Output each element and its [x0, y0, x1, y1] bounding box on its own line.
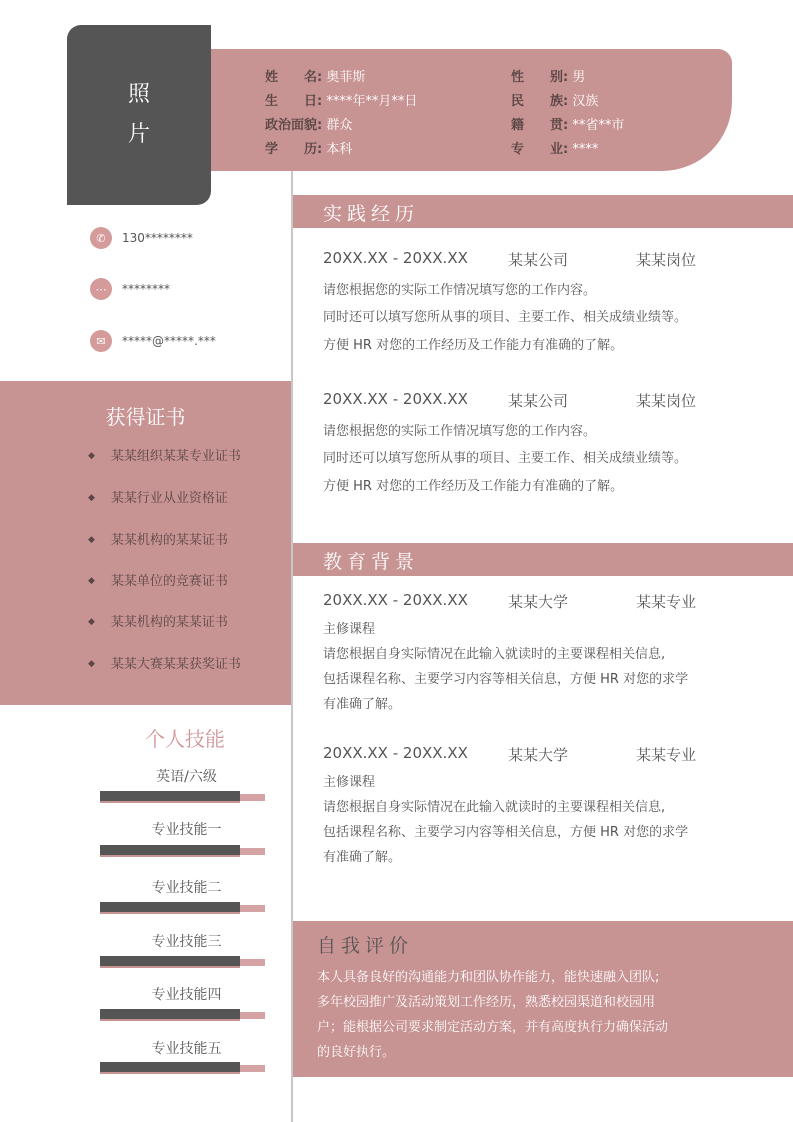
skill-bar-fill — [100, 1009, 240, 1021]
experience-line: 请您根据您的实际工作情况填写您的工作内容。 — [323, 283, 597, 298]
profile-header — [200, 49, 732, 171]
education-line: 包括课程名称、主要学习内容等相关信息，方便 HR 对您的求学 — [323, 825, 689, 840]
self-evaluation-line: 的良好执行。 — [317, 1045, 396, 1060]
skill-label: 专业技能二 — [151, 880, 222, 896]
column-divider — [291, 171, 293, 1122]
phone-text: 130******** — [122, 231, 193, 245]
certificates-panel — [0, 381, 291, 705]
skills-title: 个人技能 — [145, 727, 225, 751]
email-text: *****@*****.*** — [122, 334, 216, 348]
education-entry-header: 20XX.XX - 20XX.XX 某某大学 某某专业 — [323, 744, 697, 764]
skill-bar-fill — [100, 791, 240, 803]
education-section-header — [293, 543, 793, 576]
self-evaluation-title: 自我评价 — [317, 935, 414, 957]
certificate-item: ◆ 某某机构的某某证书 — [88, 615, 228, 630]
skill-bar-fill — [100, 956, 240, 968]
skill-label: 专业技能三 — [151, 934, 222, 950]
education-entry-header: 20XX.XX - 20XX.XX 某某大学 某某专业 — [323, 591, 697, 611]
chat-icon: ⋯ — [90, 278, 112, 300]
experience-title: 实践经历 — [323, 203, 420, 225]
diamond-bullet-icon: ◆ — [88, 451, 95, 461]
skill-bar-fill — [100, 1062, 240, 1074]
education-title: 教育背景 — [323, 551, 420, 573]
photo-label-2: 片 — [127, 122, 150, 147]
self-evaluation-line: 户；能根据公司要求制定活动方案，并有高度执行力确保活动 — [317, 1020, 669, 1035]
diamond-bullet-icon: ◆ — [88, 617, 95, 627]
self-evaluation-line: 多年校园推广及活动策划工作经历，熟悉校园渠道和校园用 — [317, 995, 656, 1010]
experience-line: 同时还可以填写您所从事的项目、主要工作、相关成绩业绩等。 — [323, 310, 688, 325]
experience-line: 请您根据您的实际工作情况填写您的工作内容。 — [323, 424, 597, 439]
skill-label: 专业技能四 — [151, 987, 222, 1003]
contact-phone — [90, 227, 193, 249]
certificate-item: ◆ 某某单位的竞赛证书 — [88, 574, 228, 589]
contact-email — [90, 330, 216, 352]
contact-chat — [90, 278, 170, 300]
profile-politics: 政治面貌: 群众 — [265, 118, 353, 133]
education-line: 包括课程名称、主要学习内容等相关信息，方便 HR 对您的求学 — [323, 672, 689, 687]
diamond-bullet-icon: ◆ — [88, 535, 95, 545]
diamond-bullet-icon: ◆ — [88, 576, 95, 586]
certificate-item: ◆ 某某行业从业资格证 — [88, 491, 228, 506]
diamond-bullet-icon: ◆ — [88, 659, 95, 669]
certificate-item: ◆ 某某机构的某某证书 — [88, 533, 228, 548]
experience-entry-header: 20XX.XX - 20XX.XX 某某公司 某某岗位 — [323, 390, 697, 410]
certificate-item: ◆ 某某大赛某某获奖证书 — [88, 657, 241, 672]
experience-entry-header: 20XX.XX - 20XX.XX 某某公司 某某岗位 — [323, 249, 697, 269]
skill-bar-fill — [100, 902, 240, 914]
certificates-title: 获得证书 — [105, 405, 186, 429]
skill-bar-fill — [100, 845, 240, 857]
experience-line: 同时还可以填写您所从事的项目、主要工作、相关成绩业绩等。 — [323, 451, 688, 466]
phone-icon: ✆ — [90, 227, 112, 249]
profile-major: 专 业: **** — [511, 142, 599, 157]
certificate-item: ◆ 某某组织某某专业证书 — [88, 449, 241, 464]
profile-origin: 籍 贯: **省**市 — [511, 118, 625, 133]
mail-icon: ✉ — [90, 330, 112, 352]
profile-ethnicity: 民 族: 汉族 — [511, 94, 599, 109]
experience-section-header — [293, 195, 793, 228]
education-line: 主修课程 — [323, 622, 376, 637]
self-evaluation-line: 本人具备良好的沟通能力和团队协作能力，能快速融入团队; — [317, 970, 660, 985]
profile-education: 学 历: 本科 — [265, 142, 353, 157]
profile-gender: 性 别: 男 — [511, 70, 586, 85]
profile-birth: 生 日: ****年**月**日 — [265, 94, 418, 109]
education-line: 请您根据自身实际情况在此输入就读时的主要课程相关信息, — [323, 800, 666, 815]
education-line: 有准确了解。 — [323, 697, 402, 712]
skill-label: 专业技能一 — [151, 822, 222, 838]
education-line: 有准确了解。 — [323, 850, 402, 865]
photo-placeholder — [67, 25, 211, 205]
experience-line: 方便 HR 对您的工作经历及工作能力有准确的了解。 — [323, 479, 624, 494]
self-evaluation-panel — [291, 921, 793, 1077]
profile-name: 姓 名: 奥菲斯 — [265, 70, 366, 85]
chat-text: ******** — [122, 282, 170, 296]
skill-label: 专业技能五 — [151, 1041, 222, 1057]
skill-label: 英语/六级 — [156, 769, 217, 785]
diamond-bullet-icon: ◆ — [88, 493, 95, 503]
experience-line: 方便 HR 对您的工作经历及工作能力有准确的了解。 — [323, 338, 624, 353]
education-line: 主修课程 — [323, 775, 376, 790]
photo-label-1: 照 — [127, 82, 150, 107]
education-line: 请您根据自身实际情况在此输入就读时的主要课程相关信息, — [323, 647, 666, 662]
